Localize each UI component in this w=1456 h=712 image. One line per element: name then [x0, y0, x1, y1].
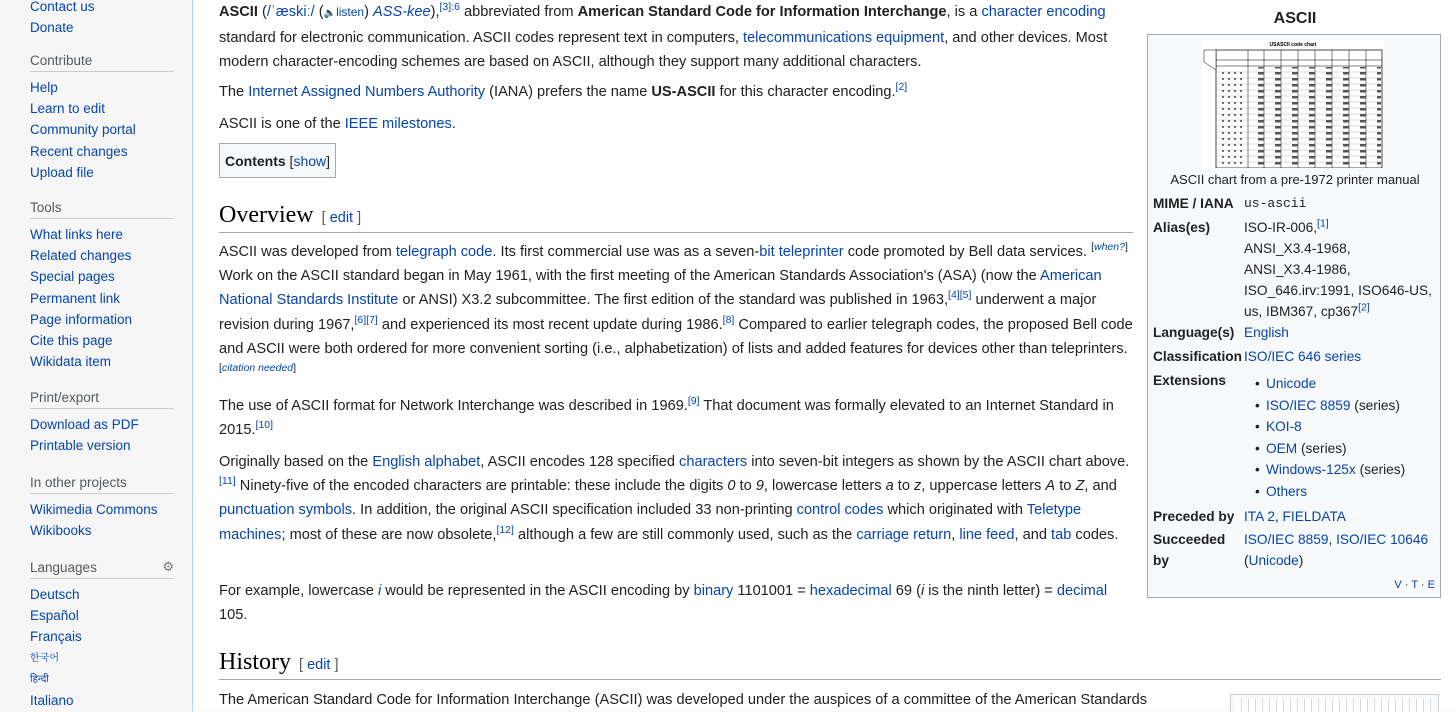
speaker-icon[interactable]: 🔈 [323, 8, 337, 19]
history-image-thumbnail[interactable] [1230, 694, 1439, 712]
sidebar-item-wikidata-item[interactable]: Wikidata item [30, 354, 112, 370]
sidebar-contribute [30, 53, 180, 183]
talk-template-link[interactable]: T [1411, 579, 1418, 591]
link-carriage-return[interactable]: carriage return [856, 526, 952, 543]
link-tab[interactable]: tab [1051, 526, 1072, 543]
edit-history-link[interactable]: edit [307, 657, 331, 673]
text: (series) [1355, 462, 1406, 477]
text: 1101001 = [737, 583, 806, 599]
link-i[interactable]: i [377, 583, 382, 599]
us-ascii-name: US-ASCII [651, 84, 716, 100]
link-character-encoding[interactable]: character encoding [981, 4, 1106, 20]
label-classification: Classification [1153, 349, 1242, 364]
sidebar-heading-languages: Languages [30, 559, 97, 575]
section-history-heading: History [ edit ] [219, 650, 1441, 680]
link-binary[interactable]: binary [693, 583, 734, 599]
text: . [451, 116, 456, 132]
view-template-link[interactable]: V [1394, 579, 1402, 591]
citation-needed-tag[interactable]: citation needed [221, 362, 294, 375]
navbar-vte: V · T · E [1394, 579, 1435, 591]
edit-overview-link[interactable]: edit [329, 210, 354, 226]
text: into seven-bit integers as shown by the ASCII chart above. [751, 454, 1130, 470]
infobox [1147, 10, 1441, 598]
link-telecommunications-equipment[interactable]: telecommunications equipment [743, 30, 945, 47]
citation-ref[interactable]: [1] [1317, 217, 1329, 230]
sidebar-item-donate[interactable]: Donate [30, 20, 74, 36]
text: , and [1084, 478, 1117, 495]
sidebar-heading-print-export: Print/export [30, 390, 100, 405]
chart-caption: ASCII chart from a pre-1972 printer manual [1170, 172, 1420, 187]
text: Work on the ASCII standard began in May 1961, with the first meeting of the American Standards Association's (ASA) (now the [219, 268, 1037, 285]
text: (IANA) prefers the name [489, 84, 648, 100]
toc-show-button[interactable]: show [293, 153, 327, 169]
citation-ref[interactable]: [11] [219, 475, 236, 488]
citation-ref[interactable]: [8] [722, 313, 735, 326]
text: codes. [1075, 526, 1119, 543]
when-tag[interactable]: when? [1093, 241, 1125, 254]
sidebar-item-lang-hindi[interactable]: हिन्दी [30, 673, 49, 685]
label-aliases: Alias(es) [1153, 220, 1211, 235]
heading-overview: Overview [219, 202, 314, 228]
text: abbreviated from [464, 4, 574, 20]
text: to [739, 478, 752, 495]
citation-ref[interactable]: [4][5] [948, 289, 972, 302]
chart-title-text: USASCII code chart [1269, 42, 1317, 48]
text: underwent a major revision during 1967, [219, 292, 1097, 333]
link-windows-125x[interactable]: Windows-125x [1266, 462, 1356, 477]
extensions-list [1244, 373, 1405, 502]
link-english[interactable]: English [1244, 325, 1289, 340]
sidebar-item-lang-italiano[interactable]: Italiano [30, 693, 74, 709]
text: , lowercase letters [763, 478, 882, 495]
text: Originally based on the [219, 454, 369, 470]
text: The use of ASCII format for Network Interchange was described in 1969. [219, 398, 688, 414]
listen-link[interactable]: listen [336, 5, 365, 19]
text: The American Standard Code for Information Interchange (ASCII) was developed under the auspices of a committee of the American Standards [219, 692, 1148, 708]
link-koi8[interactable]: KOI-8 [1266, 419, 1302, 434]
text: Ninety-five of the encoded characters are printable: these include the digits [239, 478, 724, 495]
overview-paragraph-4 [219, 579, 1133, 627]
link-iana[interactable]: Internet Assigned Numbers Authority [248, 84, 486, 100]
sidebar-item-page-information[interactable]: Page information [30, 311, 133, 327]
link-decimal[interactable]: decimal [1056, 583, 1108, 599]
text: 105. [219, 607, 248, 624]
text: i [920, 583, 925, 599]
sidebar-item-lang-korean[interactable]: 한국어 [30, 652, 59, 664]
text: , ASCII encodes 128 specified [480, 454, 675, 470]
alias-line: ISO_646.irv:1991, ISO646-US, [1244, 283, 1432, 298]
label-mime: MIME / IANA [1153, 196, 1234, 211]
pronunciation-link[interactable]: ASS-kee [373, 4, 431, 20]
sidebar-item-special-pages[interactable]: Special pages [30, 269, 115, 285]
sidebar-item-contact-us[interactable]: Contact us [30, 0, 95, 14]
link-teleprinter[interactable]: teleprinter [778, 244, 844, 260]
citation-ref[interactable]: [9] [687, 395, 700, 408]
section-overview-heading: Overview [ edit ] [219, 203, 1133, 233]
full-name: American Standard Code for Information Interchange [577, 4, 947, 20]
text: code promoted by Bell data services. [847, 244, 1087, 260]
link-unicode-succ[interactable]: Unicode [1248, 553, 1299, 568]
link-iso-10646[interactable]: ISO/IEC 10646 [1336, 532, 1429, 547]
link-bit[interactable]: bit [759, 244, 775, 260]
link-iso-646[interactable]: ISO/IEC 646 series [1244, 349, 1362, 364]
list-item [1244, 373, 1405, 395]
text: , and other devices. Most modern character-encoding schemes are based on ASCII, although they support many additional characters. [219, 30, 1108, 71]
sidebar-heading-tools: Tools [30, 200, 62, 215]
edit-template-link[interactable]: E [1427, 579, 1435, 591]
text: Compared to earlier telegraph codes, the proposed Bell code and ASCII were both ordered for more convenient sorting (i.e., alphabetization) of lists and added features for devices other than teleprinters. [219, 316, 1133, 357]
link-iso-8859[interactable]: ISO/IEC 8859 [1266, 397, 1351, 413]
label-extensions: Extensions [1153, 373, 1227, 388]
link-unicode[interactable]: Unicode [1266, 376, 1317, 391]
link-characters[interactable]: characters [679, 454, 748, 470]
ascii-chart-graphic [1202, 40, 1384, 168]
text: ASCII is one of the [219, 116, 341, 132]
link-ansi[interactable]: American National Standards Institute [219, 268, 1102, 309]
intro-paragraph-1: ASCII (/ˈæskiː/ (🔈listen) ASS-kee),$^{[3]:6}$ abbreviated from American Standard Code for Information Interchange, is a character encoding standard for electronic communication. ASCII codes represent text in computers, telecommunications equipment, and other devices. Most modern character-encoding schemes are based on ASCII, although they support many additional characters. [219, 1, 1108, 71]
text: (series) [1297, 440, 1347, 456]
sidebar-languages [30, 559, 180, 711]
sidebar [0, 0, 192, 711]
citation-ref[interactable]: [6][7] [354, 313, 378, 326]
list-item [1244, 416, 1405, 438]
gear-icon[interactable]: ⚙ [162, 559, 174, 574]
text: . Its first commercial use was as a seven- [492, 244, 760, 260]
text: which originated with [887, 502, 1023, 519]
sidebar-item-download-pdf[interactable]: Download as PDF [30, 417, 139, 432]
text: Z [1075, 478, 1085, 495]
value-preceded-by: ITA 2, FIELDATA [1244, 509, 1346, 524]
sidebar-item-permanent-link[interactable]: Permanent link [30, 290, 121, 306]
main-content [192, 0, 1456, 711]
text: , is a [946, 4, 978, 20]
link-line-feed[interactable]: line feed [959, 526, 1015, 543]
citation-ref[interactable]: [3]:6 [439, 1, 460, 14]
alias-line: ISO-IR-006, [1244, 220, 1318, 235]
alias-line: ANSI_X3.4-1968, [1244, 241, 1351, 256]
heading-history: History [219, 649, 291, 675]
text: and experienced its most recent update during 1986. [381, 316, 723, 333]
value-succeeded-by: ISO/IEC 8859, ISO/IEC 10646 (Unicode) [1244, 532, 1429, 568]
citation-ref[interactable]: [10] [255, 419, 274, 432]
ascii-chart-image[interactable] [1202, 40, 1384, 168]
link-ieee-milestones[interactable]: IEEE milestones [344, 116, 452, 132]
link-english-alphabet[interactable]: English alphabet [372, 454, 481, 470]
sidebar-heading-other-projects: In other projects [30, 475, 127, 490]
text: ; most of these are now obsolete, [281, 526, 497, 543]
sidebar-item-recent-changes[interactable]: Recent changes [30, 143, 128, 159]
sidebar-print-export [30, 390, 180, 456]
sidebar-heading-contribute: Contribute [30, 53, 93, 68]
text: That document was formally elevated to an Internet Standard in 2015. [219, 398, 1114, 439]
sidebar-item-learn-to-edit[interactable]: Learn to edit [30, 101, 106, 117]
text: For example, lowercase [219, 583, 374, 599]
sidebar-item-help[interactable]: Help [30, 80, 58, 95]
list-item [1244, 459, 1405, 481]
text: to [897, 478, 910, 495]
sidebar-top-links [30, 0, 180, 38]
text: (series) [1350, 397, 1400, 413]
overview-paragraph-3: Originally based on the English alphabet, ASCII encodes 128 specified characters into seven-bit integers as shown by the ASCII chart above.[11] Ninety-five of the encoded characters are printable: these include the digits 0 to 9, lowercase letters a to z, uppercase letters A to Z, and punctuation symbols. In addition, the original ASCII specification included 33 non-printing control codes which originated with Teletype machines; most of these are now obsolete,[12] although a few are still commonly used, such as the carriage return, line feed, and tab codes. [219, 454, 1130, 543]
label-preceded-by: Preceded by [1153, 509, 1235, 524]
text: is the ninth letter) = [928, 583, 1053, 599]
intro-paragraph-2 [219, 80, 1133, 104]
text: standard for electronic communication. ASCII codes represent text in computers, [219, 30, 739, 47]
label-succeeded-by [1153, 529, 1225, 571]
text: a [885, 478, 894, 495]
link-control-codes[interactable]: control codes [796, 502, 884, 519]
sidebar-item-lang-espanol[interactable]: Español [30, 608, 79, 624]
value-mime: us-ascii [1244, 196, 1307, 211]
alias-line: us, IBM367, cp367 [1244, 304, 1359, 319]
sidebar-item-wikibooks[interactable]: Wikibooks [30, 523, 92, 539]
sidebar-item-related-changes[interactable]: Related changes [30, 248, 132, 264]
citation-ref[interactable]: [12] [496, 523, 514, 536]
link-telegraph-code[interactable]: telegraph code [395, 244, 493, 260]
text: A [1045, 478, 1056, 495]
link-punctuation-symbols[interactable]: punctuation symbols [219, 502, 353, 519]
text: for this character encoding. [719, 84, 896, 100]
text: Succeeded [1153, 532, 1226, 547]
text: , uppercase letters [921, 478, 1042, 495]
text: . In addition, the original ASCII specification included 33 non-printing [352, 502, 793, 519]
overview-paragraph-2 [219, 394, 1133, 442]
sidebar-item-community-portal[interactable]: Community portal [30, 122, 136, 138]
text: z [914, 478, 922, 495]
infobox-title: ASCII [1273, 10, 1317, 27]
alias-line: ANSI_X3.4-1986, [1244, 262, 1351, 277]
text: although a few are still commonly used, such as the [518, 526, 853, 543]
sidebar-item-lang-francais[interactable]: Français [30, 629, 82, 645]
ipa-link[interactable]: /ˈæskiː/ [266, 4, 315, 20]
sidebar-item-what-links-here[interactable]: What links here [30, 227, 124, 242]
text: would be represented in the ASCII encoding by [385, 583, 690, 599]
text: 69 ( [895, 583, 921, 599]
link-teletype-machines[interactable]: Teletype machines [219, 502, 1082, 543]
history-paragraph-1 [219, 688, 1199, 712]
text: , and [1014, 526, 1047, 543]
text: ASCII was developed from [219, 244, 392, 260]
sidebar-item-lang-deutsch[interactable]: Deutsch [30, 587, 80, 602]
sidebar-tools [30, 200, 180, 372]
value-aliases [1244, 217, 1432, 322]
link-ita2[interactable]: ITA 2 [1244, 509, 1275, 524]
citation-ref[interactable]: [2] [895, 81, 908, 94]
overview-paragraph-1: ASCII was developed from telegraph code. Its first commercial use was as a seven-bit teleprinter code promoted by Bell data services. [when?] Work on the ASCII standard began in May 1961, with the first meeting of the American Standards Association's (ASA) (now the American National Standards Institute or ANSI) X3.2 subcommittee. The first edition of the standard was published in 1963,[4][5] underwent a major revision during 1967,[6][7] and experienced its most recent update during 1986.[8] Compared to earlier telegraph codes, the proposed Bell code and ASCII were both ordered for more convenient sorting (i.e., alphabetization) of lists and added features for devices other than teleprinters.[citation needed] [219, 241, 1133, 375]
link-hexadecimal[interactable]: hexadecimal [809, 583, 892, 599]
link-iso-8859-succ[interactable]: ISO/IEC 8859 [1244, 532, 1329, 547]
table-of-contents: Contents [show] [219, 143, 336, 178]
sidebar-other-projects [30, 475, 180, 541]
text: 9 [755, 478, 764, 495]
text: 0 [727, 478, 736, 495]
text: to [1059, 478, 1072, 495]
text: or ANSI) X3.2 subcommittee. The first edition of the standard was published in 1963, [402, 292, 949, 309]
sidebar-item-cite-this-page[interactable]: Cite this page [30, 333, 113, 349]
list-item [1244, 395, 1405, 417]
sidebar-item-wikimedia-commons[interactable]: Wikimedia Commons [30, 502, 158, 517]
link-fieldata[interactable]: FIELDATA [1282, 509, 1346, 524]
toc-title: Contents [225, 153, 286, 169]
text: The [219, 84, 245, 100]
citation-ref[interactable]: [2] [1358, 301, 1370, 314]
label-language: Language(s) [1153, 325, 1235, 340]
link-oem[interactable]: OEM [1266, 440, 1298, 456]
list-item [1244, 438, 1405, 460]
list-item [1244, 481, 1405, 503]
intro-paragraph-3 [219, 112, 1133, 136]
sidebar-item-printable-version[interactable]: Printable version [30, 438, 131, 454]
sidebar-item-upload-file[interactable]: Upload file [30, 164, 94, 180]
text: by [1153, 553, 1169, 568]
link-others[interactable]: Others [1266, 483, 1308, 499]
term-ascii: ASCII [219, 4, 258, 20]
